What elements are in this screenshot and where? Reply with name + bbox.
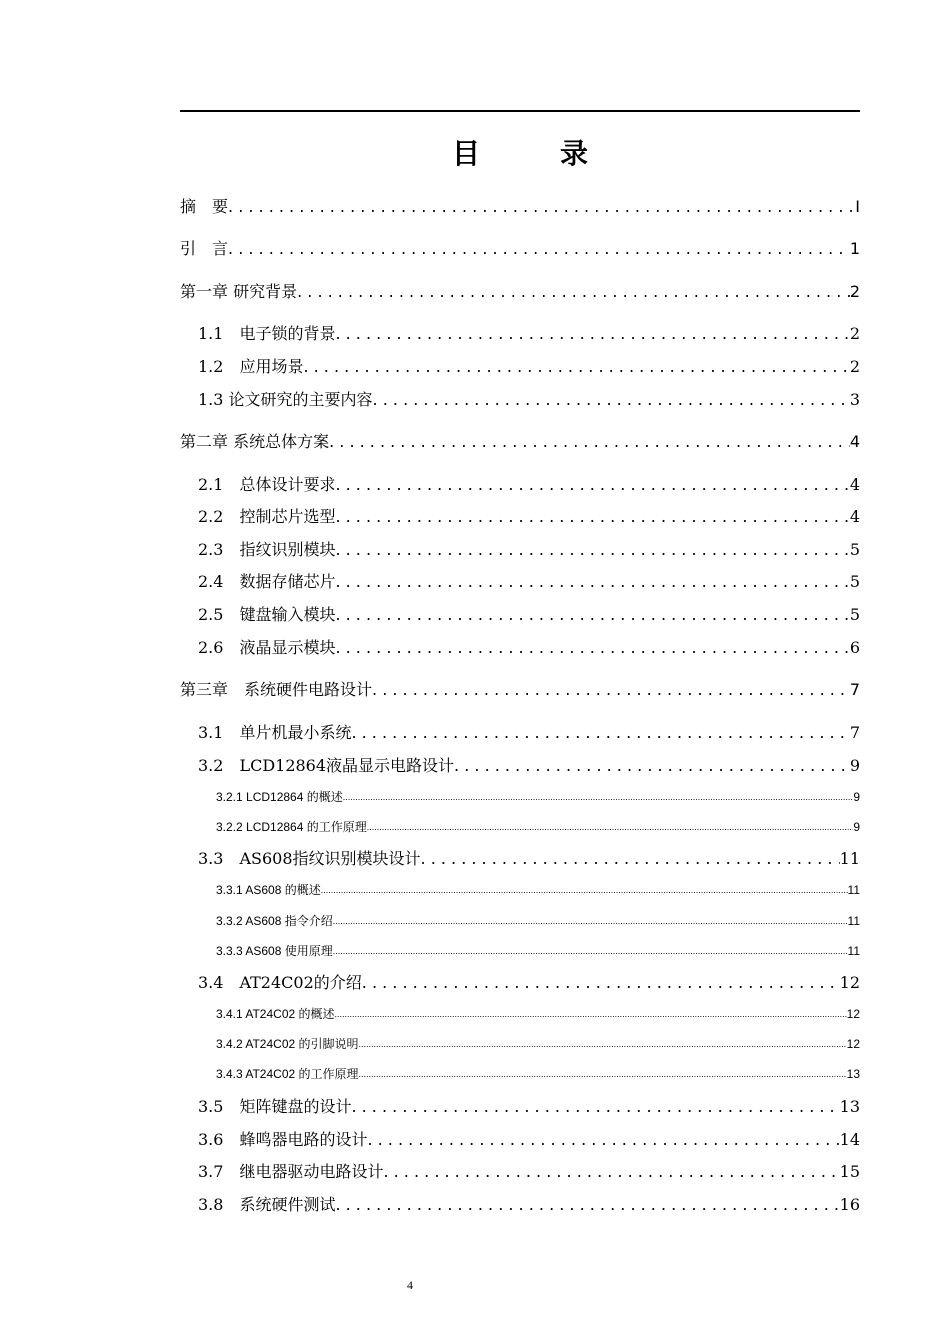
toc-leader bbox=[454, 755, 850, 777]
toc-entry-text: 2.2 控制芯片选型 bbox=[198, 507, 336, 526]
toc-entry-text: 1.3 论文研究的主要内容 bbox=[198, 390, 373, 409]
toc-leader bbox=[335, 539, 849, 561]
toc-entry-page: 7 bbox=[849, 680, 860, 699]
toc-entry-page: 6 bbox=[849, 638, 860, 657]
toc-entry[interactable] bbox=[198, 356, 860, 378]
toc-entry-text: 3.4 AT24C02的介绍 bbox=[198, 973, 362, 992]
toc-leader bbox=[303, 356, 849, 378]
toc-leader bbox=[335, 1005, 847, 1022]
toc-leader bbox=[372, 679, 850, 701]
toc-entry-text: 3.2.1 LCD12864 的概述 bbox=[216, 790, 343, 804]
toc-entry[interactable] bbox=[216, 1035, 860, 1052]
toc-entry-page: 13 bbox=[846, 1067, 860, 1081]
toc-entry-page: 11 bbox=[839, 849, 860, 868]
toc-entry[interactable] bbox=[216, 818, 860, 835]
toc-entry[interactable] bbox=[216, 912, 860, 929]
toc-entry-text: 1.1 电子锁的背景 bbox=[198, 324, 336, 343]
toc-entry[interactable] bbox=[198, 755, 860, 777]
toc-entry[interactable] bbox=[198, 1096, 860, 1118]
toc-entry[interactable] bbox=[198, 722, 860, 744]
toc-entry-text: 3.8 系统硬件测试 bbox=[198, 1195, 336, 1214]
toc-entry-page: 2 bbox=[849, 357, 860, 376]
toc-entry-text: 3.4.3 AT24C02 的工作原理 bbox=[216, 1067, 359, 1081]
toc-entry-page: 16 bbox=[839, 1195, 860, 1214]
toc-entry[interactable] bbox=[198, 1129, 860, 1151]
toc-entry-page: 11 bbox=[847, 914, 860, 928]
toc-entry[interactable] bbox=[216, 1005, 860, 1022]
toc-entry[interactable] bbox=[198, 389, 860, 411]
toc-leader bbox=[367, 1129, 839, 1151]
toc-entry-text: 2.4 数据存储芯片 bbox=[198, 572, 336, 591]
toc-entry[interactable] bbox=[198, 972, 860, 994]
toc-entry-page: 14 bbox=[839, 1130, 860, 1149]
toc-entry-text: 第一章 研究背景 bbox=[180, 282, 298, 301]
toc-leader bbox=[297, 281, 850, 303]
toc-entry[interactable] bbox=[198, 474, 860, 496]
toc-entry[interactable] bbox=[198, 323, 860, 345]
toc-entry-text: 2.6 液晶显示模块 bbox=[198, 638, 336, 657]
page-number: 4 bbox=[407, 1278, 413, 1292]
toc-leader bbox=[335, 1194, 839, 1216]
toc-entry[interactable] bbox=[198, 1161, 860, 1183]
toc-entry-text: 3.3.3 AS608 使用原理 bbox=[216, 944, 333, 958]
toc-entry[interactable] bbox=[180, 679, 860, 701]
toc-entry-page: 9 bbox=[853, 790, 860, 804]
toc-entry-text: 3.2 LCD12864液晶显示电路设计 bbox=[198, 756, 455, 775]
toc-entry-page: I bbox=[855, 197, 860, 216]
toc-entry[interactable] bbox=[216, 1065, 860, 1082]
toc-entry-text: 第二章 系统总体方案 bbox=[180, 432, 330, 451]
toc-entry-page: 9 bbox=[853, 820, 860, 834]
toc-leader bbox=[329, 431, 850, 453]
toc-leader bbox=[351, 1096, 839, 1118]
toc-entry-page: 12 bbox=[846, 1007, 860, 1021]
toc-entry-page: 13 bbox=[839, 1097, 860, 1116]
toc-title: 目 录 bbox=[451, 137, 614, 170]
toc-leader bbox=[333, 942, 848, 959]
toc-entry-page: 2 bbox=[849, 324, 860, 343]
toc-leader bbox=[343, 788, 854, 805]
toc-entry-text: 摘 要 bbox=[180, 197, 229, 216]
toc-entry-page: 11 bbox=[847, 944, 860, 958]
toc-entry[interactable] bbox=[180, 238, 860, 260]
toc-leader bbox=[383, 1161, 839, 1183]
toc-entry[interactable] bbox=[198, 848, 860, 870]
toc-entry-page: 9 bbox=[849, 756, 860, 775]
toc-entry-text: 3.1 单片机最小系统 bbox=[198, 723, 352, 742]
toc-leader bbox=[362, 972, 840, 994]
toc-entry-page: 1 bbox=[849, 239, 860, 258]
toc-entry[interactable] bbox=[216, 881, 860, 898]
toc-entry-text: 引 言 bbox=[180, 239, 229, 258]
toc-entry[interactable] bbox=[198, 637, 860, 659]
toc-leader bbox=[335, 506, 849, 528]
toc-entry-page: 11 bbox=[847, 883, 860, 897]
toc-entry[interactable] bbox=[180, 281, 860, 303]
toc-leader bbox=[228, 238, 850, 260]
toc-leader bbox=[373, 389, 850, 411]
toc-leader bbox=[335, 323, 849, 345]
toc-entry-page: 4 bbox=[849, 507, 860, 526]
toc-leader bbox=[335, 604, 849, 626]
toc-entry-text: 2.1 总体设计要求 bbox=[198, 475, 336, 494]
toc-entry-text: 3.3.1 AS608 的概述 bbox=[216, 883, 321, 897]
toc-entry-page: 5 bbox=[849, 572, 860, 591]
toc-entry[interactable] bbox=[180, 431, 860, 453]
toc-entry-page: 4 bbox=[849, 432, 860, 451]
toc-leader bbox=[335, 474, 849, 496]
toc-leader bbox=[351, 722, 849, 744]
toc-leader bbox=[228, 196, 855, 218]
toc-entry-text: 3.2.2 LCD12864 的工作原理 bbox=[216, 820, 367, 834]
toc-entry-text: 3.3 AS608指纹识别模块设计 bbox=[198, 849, 421, 868]
toc-leader bbox=[359, 1065, 847, 1082]
toc-entry-page: 12 bbox=[846, 1037, 860, 1051]
toc-entry-text: 3.7 继电器驱动电路设计 bbox=[198, 1162, 384, 1181]
toc-entry-page: 5 bbox=[849, 540, 860, 559]
toc-entry[interactable] bbox=[216, 942, 860, 959]
toc-leader bbox=[335, 571, 849, 593]
toc-entry[interactable] bbox=[198, 604, 860, 626]
toc-entry[interactable] bbox=[216, 788, 860, 805]
toc-leader bbox=[335, 637, 849, 659]
header-rule bbox=[180, 110, 860, 112]
toc-entry-text: 第三章 系统硬件电路设计 bbox=[180, 680, 373, 699]
toc-entry-page: 4 bbox=[849, 475, 860, 494]
toc-entry-text: 2.3 指纹识别模块 bbox=[198, 540, 336, 559]
toc-entry-page: 15 bbox=[839, 1162, 860, 1181]
toc-leader bbox=[421, 848, 840, 870]
toc-entry-page: 2 bbox=[849, 282, 860, 301]
toc-entry-text: 3.4.1 AT24C02 的概述 bbox=[216, 1007, 335, 1021]
toc-entry[interactable] bbox=[180, 196, 860, 218]
toc-entry-page: 12 bbox=[839, 973, 860, 992]
toc-leader bbox=[359, 1035, 847, 1052]
toc-entry-text: 1.2 应用场景 bbox=[198, 357, 304, 376]
toc-leader bbox=[321, 881, 848, 898]
toc-entry-text: 3.3.2 AS608 指令介绍 bbox=[216, 914, 333, 928]
toc-entry[interactable] bbox=[198, 539, 860, 561]
toc-entry-text: 2.5 键盘输入模块 bbox=[198, 605, 336, 624]
toc-leader bbox=[367, 818, 854, 835]
toc-entry[interactable] bbox=[198, 571, 860, 593]
toc-entry-text: 3.6 蜂鸣器电路的设计 bbox=[198, 1130, 368, 1149]
toc-entry-page: 3 bbox=[849, 390, 860, 409]
toc-entry-page: 7 bbox=[849, 723, 860, 742]
toc-entry-page: 5 bbox=[849, 605, 860, 624]
toc-entry-text: 3.4.2 AT24C02 的引脚说明 bbox=[216, 1037, 359, 1051]
toc-entry-text: 3.5 矩阵键盘的设计 bbox=[198, 1097, 352, 1116]
toc-leader bbox=[333, 912, 848, 929]
toc-entry[interactable] bbox=[198, 1194, 860, 1216]
toc-entry[interactable] bbox=[198, 506, 860, 528]
